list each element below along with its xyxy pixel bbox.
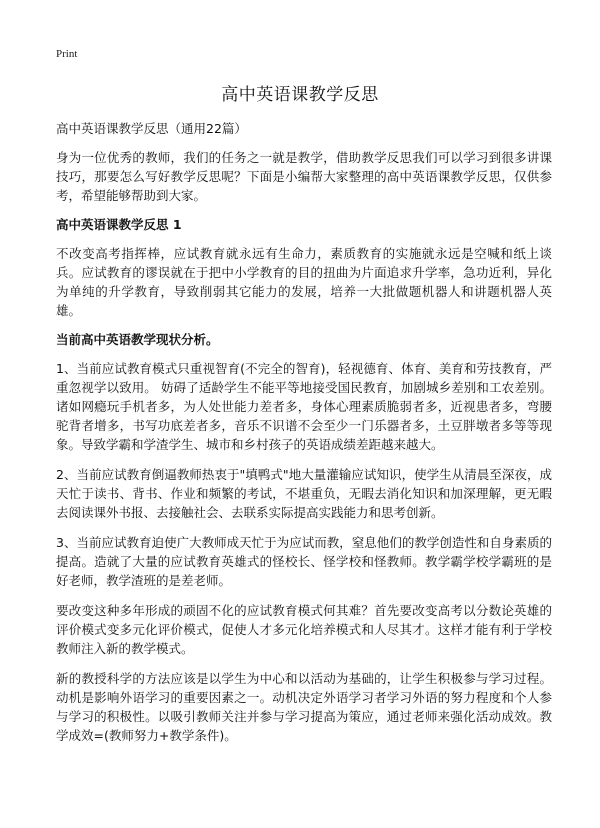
print-link[interactable]: Print (56, 48, 78, 60)
reform-paragraph: 要改变这种多年形成的顽固不化的应试教育模式何其难？首先要改变高考以分数论英雄的评价模式变多元化评价模式，促使人才多元化培养模式和人尽其才。这样才能有利于学校教师注入新的教学模式。 (56, 603, 552, 656)
section-heading-1: 高中英语课教学反思 1 (56, 217, 182, 232)
document-subtitle: 高中英语课教学反思（通用22篇） (56, 121, 247, 136)
point-2-paragraph: 2、当前应试教育倒逼教师热衷于"填鸭式"地大量灌输应试知识，使学生从清晨至深夜，成天忙于读书、背书、作业和频繁的考试，不堪重负，无暇去消化知识和加深理解，更无暇去阅读课外书报、去接触社会、去联系实际提高实践能力和思考创新。 (56, 467, 552, 520)
method-paragraph: 新的教授科学的方法应该是以学生为中心和以活动为基础的，让学生积极参与学习过程。动机是影响外语学习的重要因素之一。动机决定外语学习者学习外语的努力程度和个人参与学习的积极性。以吸引教师关注并参与学习提高为策应，通过老师来强化活动成效。教学成效=(教师努力+教学条件)。 (56, 671, 552, 743)
section-heading-2: 当前高中英语教学现状分析。 (56, 332, 219, 347)
page-title: 高中英语课教学反思 (221, 85, 379, 105)
point-1-paragraph: 1、当前应试教育模式只重视智育(不完全的智育)，轻视德育、体育、美育和劳技教育，严重忽视学以致用。 妨碍了适龄学生不能平等地接受国民教育，加剧城乡差别和工农差别。诸如网瘾玩手机者多，为人处世能力差者多，身体心理素质脆弱者多，近视患者多，弯腰驼背者增多，书写功底差者多，音乐不识谱不会至少一门乐器者多，土豆胖墩者多等等现象。导致学霸和学渣学生、城市和乡村孩子的英语成绩差距越来越大。 (56, 361, 552, 452)
point-3-paragraph: 3、当前应试教育迫使广大教师成天忙于为应试而教，窒息他们的教学创造性和自身素质的提高。造就了大量的应试教育英雄式的怪校长、怪学校和怪教师。教学霸学校学霸班的是好老师，教学渣班的是差老师。 (56, 535, 552, 588)
section1-paragraph: 不改变高考指挥棒，应试教育就永远有生命力，素质教育的实施就永远是空喊和纸上谈兵。应试教育的谬误就在于把中小学教育的目的扭曲为片面追求升学率，急功近利，异化为单纯的升学教育，导致削弱其它能力的发展，培养一大批做题机器人和讲题机器人英雄。 (56, 246, 552, 318)
intro-paragraph: 身为一位优秀的教师，我们的任务之一就是教学，借助教学反思我们可以学习到很多讲课技巧，那要怎么写好教学反思呢？下面是小编帮大家整理的高中英语课教学反思，仅供参考，希望能够帮助到大家。 (56, 150, 552, 203)
document-body (56, 120, 552, 756)
